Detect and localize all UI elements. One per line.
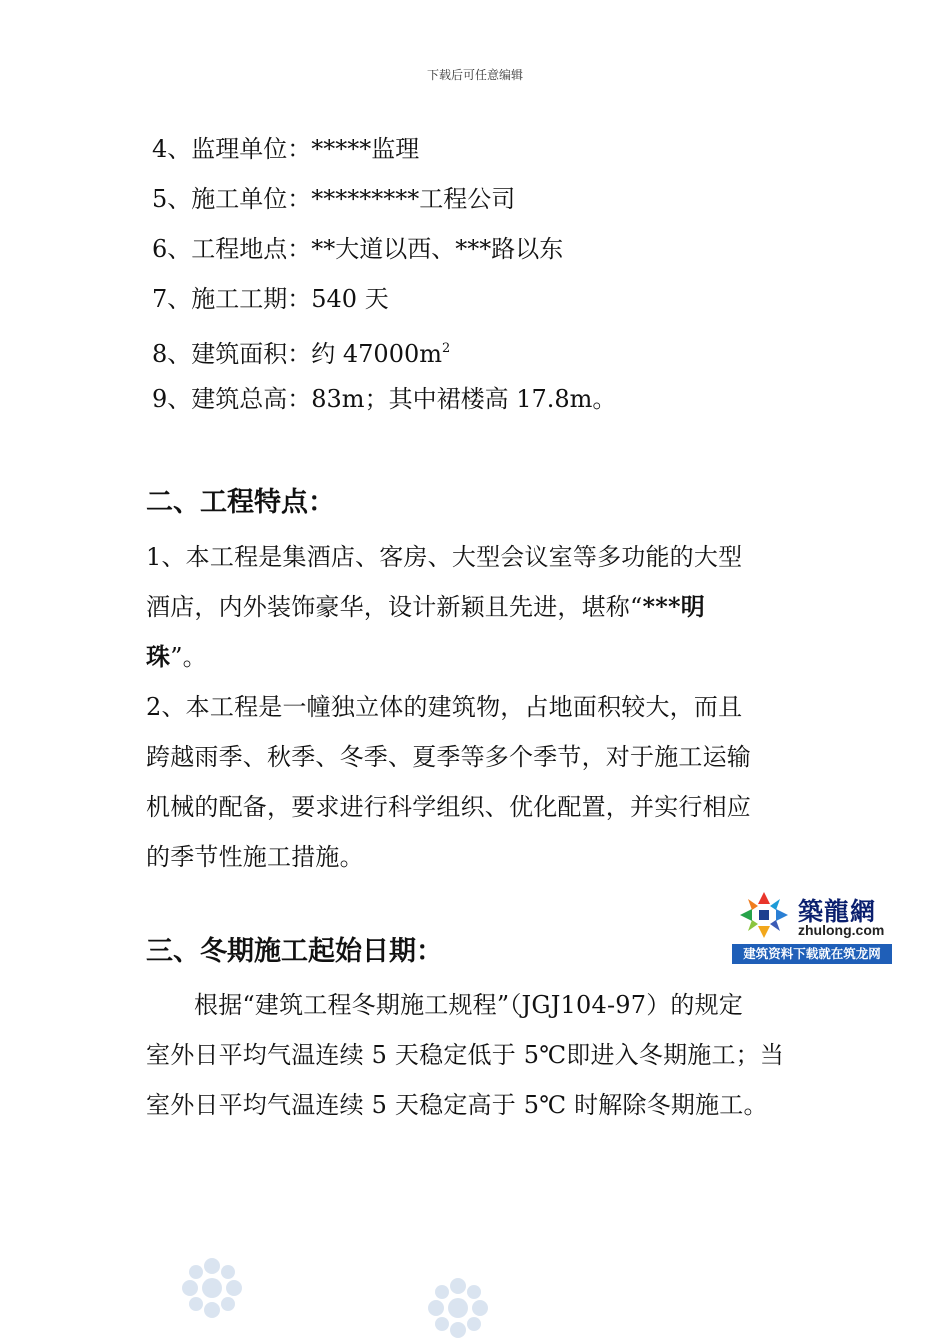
info-line-height: 9、建筑总高：83m；其中裙楼高 17.8m。 — [152, 385, 617, 413]
info-line-area — [152, 334, 450, 369]
features-p2-line4: 的季节性施工措施。 — [146, 843, 364, 871]
winter-line3: 室外日平均气温连续 5 天稳定高于 5℃ 时解除冬期施工。 — [146, 1091, 768, 1119]
winter-line1: 根据“建筑工程冬期施工规程”（JGJ104-97）的规定 — [194, 991, 744, 1019]
features-p1-bold-2: 珠 — [146, 642, 171, 671]
section-heading-features: 二、工程特点： — [146, 487, 335, 518]
features-p1-line2 — [146, 592, 705, 622]
logo-domain: zhulong.com — [798, 922, 885, 938]
features-p1-line3-text: ”。 — [170, 643, 207, 671]
area-text: 8、建筑面积：约 47000m — [152, 340, 443, 368]
area-superscript: 2 — [442, 341, 451, 356]
features-p2-line2: 跨越雨季、秋季、冬季、夏季等多个季节，对于施工运输 — [146, 743, 751, 771]
features-p1-line3 — [146, 642, 207, 672]
zhulong-emblem-icon — [736, 890, 792, 940]
features-p2-line3: 机械的配备，要求进行科学组织、优化配置，并实行相应 — [146, 793, 751, 821]
watermark-snowflake-icon — [180, 1256, 244, 1320]
header-note: 下载后可任意编辑 — [426, 68, 523, 82]
info-line-supervisor: 4、监理单位：*****监理 — [152, 135, 420, 163]
info-line-contractor: 5、施工单位：*********工程公司 — [152, 185, 516, 213]
logo-tagline: 建筑资料下载就在筑龙网 — [732, 944, 892, 964]
features-p1-line1: 1、本工程是集酒店、客房、大型会议室等多功能的大型 — [146, 543, 743, 571]
info-line-duration: 7、施工工期：540 天 — [152, 285, 389, 313]
zhulong-logo — [732, 888, 892, 966]
features-p1-line2-text: 酒店，内外装饰豪华，设计新颖且先进，堪称“ — [146, 593, 643, 621]
logo-name-cn: 築龍網 — [798, 897, 877, 926]
section-heading-winter: 三、冬期施工起始日期： — [146, 936, 443, 967]
features-p2-line1: 2、本工程是一幢独立体的建筑物，占地面积较大，而且 — [146, 693, 743, 721]
info-line-location: 6、工程地点：**大道以西、***路以东 — [152, 235, 564, 263]
winter-line2: 室外日平均气温连续 5 天稳定低于 5℃即进入冬期施工；当 — [146, 1041, 785, 1069]
features-p1-bold-1: ***明 — [642, 592, 705, 621]
watermark-snowflake-icon — [426, 1276, 490, 1340]
